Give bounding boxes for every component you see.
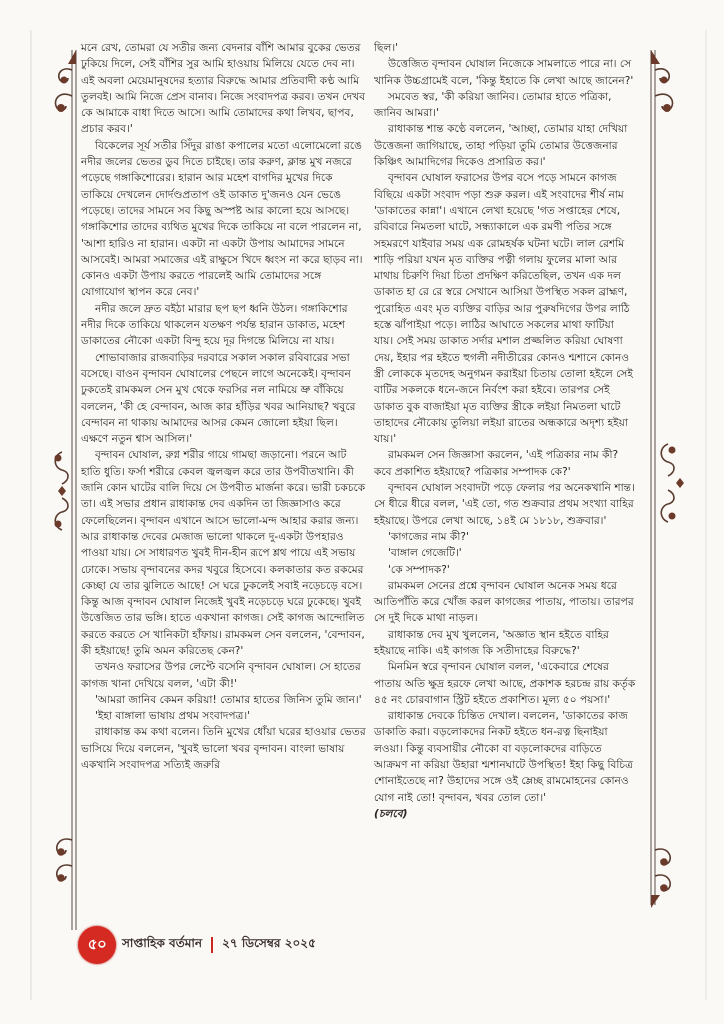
paragraph: রাধাকান্ত শান্ত কণ্ঠে বললেন, 'আচ্ছা, তোমার যাহা দেখিয়া উত্তেজনা জাগিয়াছে, তাহা পড়িয়া তুমি তোমার উত্তেজনার কিঞ্চিৎ আমাদিগের দিকেও প্রসারিত কর।' — [374, 123, 628, 169]
paragraph: রাধাকান্ত দেবকে চিন্তিত দেখাল। বললেন, 'ডাকাতের কাজ ডাকাতি করা। বড়লোকদের নিকট হইতে ধন-রত্ন ছিনাইয়া লওয়া। কিন্তু ব্যবসায়ীর নৌকো বা বড়লোকদের বাড়িতে আক্রমণ না করিয়া উহারা শ্মশানঘাটে উপস্থিত! ইহা কিছু বিচিত্র শোনাইতেছে না? উহাদের সঙ্গে ওই ম্লেচ্ছ রামমোহনের কোনও যোগ নাই তো! বৃন্দাবন, খবর তোল তো।' — [374, 710, 633, 804]
magazine-name: সাপ্তাহিক বর্তমান — [122, 936, 203, 950]
right-middle-scroll-icon — [661, 444, 684, 522]
paragraph: 'কাগজের নাম কী?' — [388, 530, 469, 543]
right-bottom-scroll-icon — [651, 849, 670, 908]
paragraph: ছিল।' — [374, 42, 399, 54]
article-column-left — [81, 40, 366, 773]
paragraph: বৃন্দাবন ঘোষাল সংবাদটা পড়ে ফেলার পর অনেকখানি শান্ত। সে ধীরে ধীরে বলল, 'এই তো, গত শুক্রবার প্রথম সংখ্যা বাহির হইয়াছে। উপরে লেখা আছে, ১৪ই মে ১৮১৮, শুক্রবার।' — [374, 482, 635, 527]
paragraph: 'ইহা বাঙ্গালা ভাষায় প্রথম সংবাদপত্র।' — [95, 710, 251, 723]
paragraph: সমবেত স্বর, 'কী করিয়া জানিব। তোমার হাতে পত্রিকা, জানিব আমরা।' — [374, 90, 612, 120]
left-middle-scroll-icon — [55, 452, 69, 530]
paragraph: রাধাকান্ত কম কথা বলেন। তিনি মুখের ধোঁয়া ঘরের হাওয়ার ভেতর ভাসিয়ে দিয়ে বললেন, 'খুবই ভালো খবর বৃন্দাবন। বাংলা ভাষায় একখানি সংবাদপত্র সত্যিই জরুরি — [81, 726, 366, 772]
paragraph: বৃন্দাবন ঘোষাল, রুগ্ন শরীর গায়ে গামছা জড়ানো। পরনে আট হাতি ধুতি। ফর্সা শরীরে কেবল জ্বলজ্বল করে তার উপবীতখানি। কী জানি কোন ঘাটের বালি দিয়ে সে উপবীত মার্জনা করে। ভারী চকচকে তা। এই সভার প্রধান রাধাকান্ত দেব একদিন তা জিজ্ঞাসাও করে ফেলেছিলেন। বৃন্দাবন এখানে আসে ভালো-মন্দ আহার করার জন্য। আর রাধাকান্ত দেবের মেজাজ ভালো থাকলে দু-একটা উপহারও পাওয়া যায়। সে সাধারণত খুবই দীন-হীন রূপে শ্লথ পায়ে এই সভায় ঢোকে। সভায় বৃন্দাবনের কদর খবুরে হিসেবে। কলকাতার কত রকমের কেচ্ছা যে তার ঝুলিতে আছে! সে ঘরে ঢুকলেই সবাই নড়েচড়ে বসে। কিন্তু আজ বৃন্দাবন ঘোষাল নিজেই খুবই নড়েচড়ে ঘরে ঢুকেছে। খুবই উত্তেজিত তার ভঙ্গি। হাতে একখানা কাগজ। সেই কাগজ আন্দোলিত করতে করতে সে খানিকটা হাঁফায়। রামকমল সেন বললেন, 'বেন্দাবন, কী হইয়াছে! তুমি অমন করিতেছ কেন?' — [81, 449, 366, 657]
right-top-scroll-icon — [651, 50, 673, 112]
paragraph: মনে রেখ, তোমরা যে সতীর জন্য বেদনার বাঁশি আমার বুকের ভেতর ঢুকিয়ে দিলে, সেই বাঁশির সুর আমি হাওয়ায় মিলিয়ে যেতে দেব না। এই অবলা মেয়েমানুষদের হত্যার বিরুদ্ধে আমার প্রতিবাদী কণ্ঠ আমি তুলবই। আমি নিজে প্রেস বানাব। নিজে সংবাদপত্র করব। তখন দেখব কে আমাকে বাধা দিতে আসে। আমি তোমাদের কথা লিখব, ছাপব, প্রচার করব।' — [81, 42, 365, 136]
paragraph: শোভাবাজার রাজবাড়ির দরবারে সকাল সকাল রবিবারের সভা বসেছে। বাওন বৃন্দাবন ঘোষালের পেছনে লাগে অনেকেই। বৃন্দাবন ঢুকতেই রামকমল সেন মুখ থেকে ফরসির নল নামিয়ে ভ্রু বাঁকিয়ে বললেন, 'কী হে বেন্দাবন, আজ কার হাঁড়ির খবর আনিয়াছ? খবুরে বেন্দাবন না থাকায় আমাদের আসর কেমন জোলো হইয়া ছিল। এক্ষণে নতুন শ্বাস আসিল।' — [81, 351, 356, 446]
paragraph: 'বাঙ্গাল গেজেটি।' — [388, 547, 462, 560]
paragraph: তখনও ফরাসের উপর লেপ্টে বসেনি বৃন্দাবন ঘোষাল। সে হাতের কাগজ খানা দেখিয়ে বলল, 'এটা কী!' — [81, 661, 361, 690]
to-be-continued-label: (চলবে) — [374, 807, 408, 820]
paragraph: রামকমল সেনের প্রশ্নে বৃন্দাবন ঘোষাল অনেক সময় ধরে আতিপাঁতি করে খোঁজ করল কাগজের পাতায়, পাতায়। তারপর সে দুই দিকে মাথা নাড়ল। — [374, 579, 634, 625]
paragraph: বৃন্দাবন ঘোষাল ফরাসের উপর বসে পড়ে সামনে কাগজ বিছিয়ে একটা সংবাদ পড়া শুরু করল। এই সংবাদের শীর্ষ নাম 'ডাকাতের কান্না'। এখানে লেখা হয়েছে 'গত সপ্তাহের শেষে, রবিবারে নিমতলা ঘাটে, সন্ধ্যাকালে এক রমণী পতির সঙ্গে সহমরণে যাইবার সময় এক রোমহর্ষক ঘটনা ঘটে। লাল রেশমি শাড়ি পরিয়া যখন মৃত ব্যক্তির পত্নী গলায় ফুলের মালা আর মাথায় চিরুণি দিয়া চিতা প্রদক্ষিণ করিতেছিল, তখন এক দল ডাকাত হা রে রে স্বরে সেখানে আসিয়া উপস্থিত সকল ব্রাহ্মণ, পুরোহিত এবং মৃত ব্যক্তির বাড়ির আর পুরুষদিগের উপর লাঠি হস্তে ঝাঁপাইয়া পড়ে। লাঠির আঘাতে সকলের মাথা ফাটিয়া যায়। সেই সময় ডাকাত সর্দার মশাল প্রজ্জলিত করিয়া ঘোষণা দেয়, ইহার পর হইতে হুগলী নদীতীরের কোনও শ্মশানে কোনও স্ত্রী লোককে মৃতদেহ অনুগমন করাইয়া চিতায় তোলা হইলে সেই বাটির সকলকে ধনে-জনে নির্বংশ করা হইবে। তারপর সেই ডাকাত বুক বাজাইয়া মৃত ব্যক্তির স্ত্রীকে লইয়া নিমতলা ঘাটে তাহাদের নৌকোয় তুলিয়া লইয়া রাতের অন্ধকারে অদৃশ্য হইয়া যায়।' — [374, 172, 633, 446]
paragraph: নদীর জলে দ্রুত বইঠা মারার ছপ ছপ ধ্বনি উঠল। গঙ্গাকিশোর নদীর দিকে তাকিয়ে থাকলেন যতক্ষণ পর্যন্ত হারান ডাকাত, মহেশ ডাকাতের নৌকো একটা বিন্দু হয়ে দূর দিগন্তে মিলিয়ে না যায়। — [81, 302, 348, 348]
left-bottom-scroll-icon — [57, 839, 72, 882]
paragraph: 'কে সম্পাদক?' — [388, 563, 450, 576]
paragraph: রাধাকান্ত দেব মুখ খুললেন, 'অজ্ঞাত স্থান হইতে বাহির হইয়াছে নাকি। এই কাগজ কি সতীদাহের বিরুদ্ধে?' — [374, 628, 609, 657]
paragraph: 'আমরা জানিব কেমন করিয়া! তোমার হাতের জিনিস তুমি জান।' — [95, 693, 362, 706]
issue-date: ২৭ ডিসেম্বর ২০২৫ — [222, 936, 316, 950]
paragraph: বিকেলের সূর্য সতীর সিঁদুর রাঙা কপালের মতো এলোমেলো রঙে নদীর জলের ভেতর ডুব দিতে চাইছে। তার করুণ, ক্লান্ত মুখ নজরে পড়েছে গঙ্গাকিশোরের। হারান আর মহেশ বাগদির মুখের দিকে তাকিয়ে দেখলেন দোর্দণ্ডপ্রতাপ ওই ডাকাত দু'জনও যেন ভেঙে পড়েছে। তাদের সামনে সব কিছু অস্পষ্ট আর কালো হয়ে আসছে। গঙ্গাকিশোর তাদের ব্যথিত মুখের দিকে তাকিয়ে না বলে পারলেন না, 'আশা হারিও না হারান। একটা না একটা উপায় আমাদের সামনে আসবেই। আমরা সমাজের এই রাক্ষুসে খিদে ধ্বংস না করে ছাড়ব না। কোনও একটা উপায় করতে পারলেই আমি তোমাদের সঙ্গে যোগাযোগ স্থাপন করে নেব।' — [81, 139, 363, 299]
paragraph: উত্তেজিত বৃন্দাবন ঘোষাল নিজেকে সামলাতে পারে না। সে খানিক উচ্চগ্রামেই বলে, 'কিন্তু ইহাতে কি লেখা আছে জানেন?' — [374, 58, 634, 87]
left-top-scroll-icon — [55, 50, 76, 112]
article-column-right — [374, 40, 636, 822]
paragraph: রামকমল সেন জিজ্ঞাসা করলেন, 'এই পত্রিকার নাম কী? কবে প্রকাশিত হইয়াছে? পত্রিকার সম্পাদক কে?' — [374, 449, 619, 478]
paragraph: মিনমিন স্বরে বৃন্দাবন ঘোষাল বলল, 'একেবারে শেষের পাতায় অতি ক্ষুদ্র হরফে লেখা আছে, প্রকাশক হরচন্দ্র রায় কর্তৃক ৪৫ নং চোরবাগান স্ট্রিট হইতে প্রকাশিত। মূল্য ৫০ পয়সা।' — [374, 661, 636, 706]
page-number-badge: ৫০ — [78, 926, 116, 964]
page-footer — [78, 925, 316, 965]
footer-separator — [211, 937, 213, 953]
